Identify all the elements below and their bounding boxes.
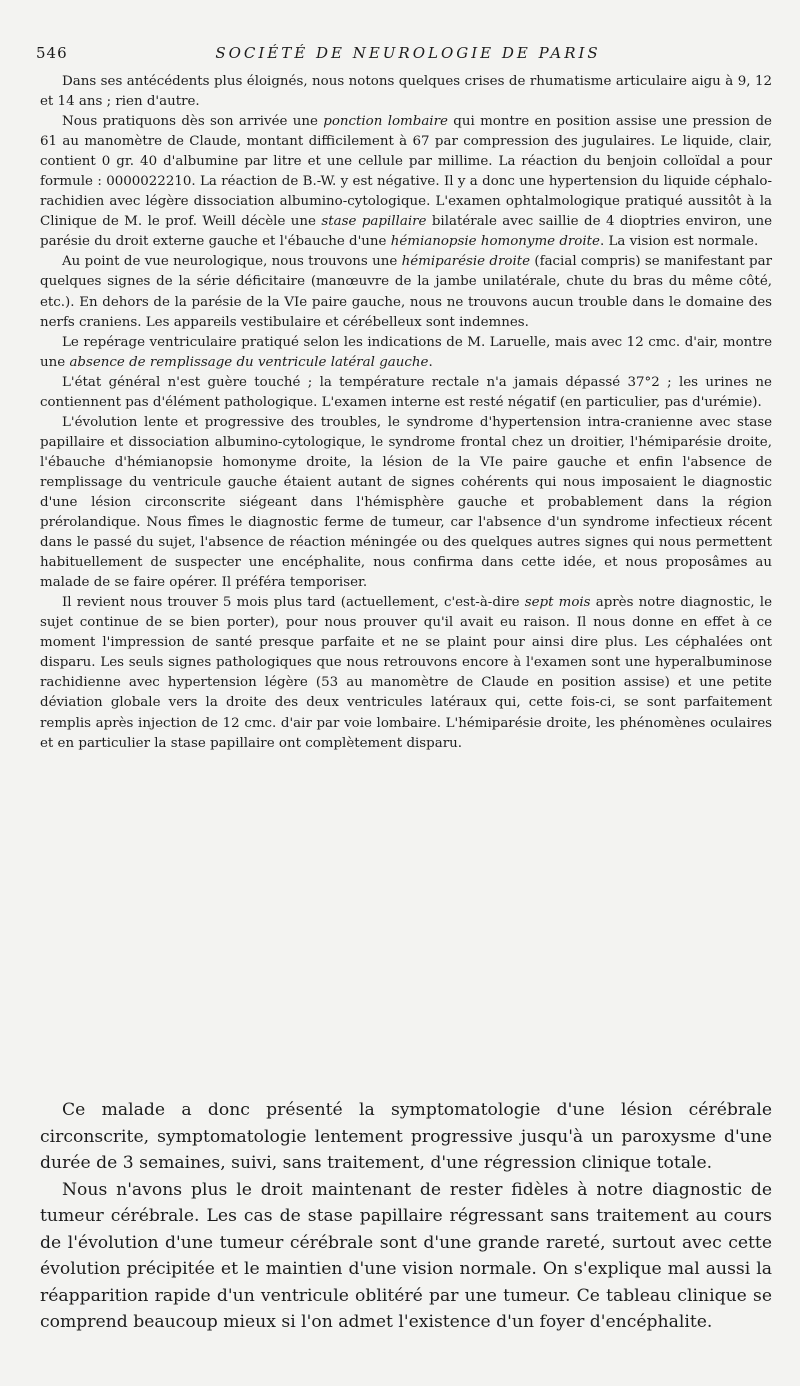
text-run: après notre diagnostic, le sujet continue de se bien porter), pour nous prouver qu'il avait eu raison. Il nous donne en effet à ce moment l'impression de santé presque parfaite et ne se plaint pour ainsi dire plus. Les céphalées ont disparu. Les seuls signes pathologiques que nous retrouvons encore à l'examen sont une hyperalbuminose rachidienne avec hypertension légère (53 au manomètre de Claude en position assise) et une petite déviation globale vers la droite des deux ventricules latéraux qui, cette fois-ci, se sont parfaitement remplis après injection de 12 cmc. d'air par voie lombaire. L'hémiparésie droite, les phénomènes oculaires et en particulier la stase papillaire ont complètement disparu. bbox=[40, 595, 772, 751]
text-run: Nous n'avons plus le droit maintenant de rester fidèles à notre diagnostic de tumeur cérébrale. Les cas de stase papillaire régressant sans traitement au cours de l'évolution d'une tumeur cérébrale sont d'une grande rareté, surtout avec cette évolution précipitée et le maintien d'une vision normale. On s'explique mal aussi la réapparition rapide d'un ventricule oblitéré par une tumeur. Ce tableau clinique se comprend beaucoup mieux si l'on admet l'existence d'un foyer d'encéphalite. bbox=[40, 1179, 772, 1332]
paragraph bbox=[40, 413, 772, 593]
text-run: (facial compris) se manifestant par quelques signes de la série déficitaire (manœuvre de la jambe unilatérale, chute du bras du même côté, etc.). En dehors de la parésie de la VIe paire gauche, nous ne trouvons aucun trouble dans le domaine des nerfs craniens. Les appareils vestibulaire et cérébelleux sont indemnes. bbox=[40, 254, 772, 330]
text-run: Dans ses antécédents plus éloignés, nous notons quelques crises de rhumatisme articulaire aigu à 9, 12 et 14 ans ; rien d'autre. bbox=[40, 74, 772, 110]
running-head bbox=[36, 44, 780, 66]
paragraph bbox=[40, 373, 772, 413]
italic-text: hémiparésie droite bbox=[401, 254, 531, 270]
paragraph bbox=[40, 593, 772, 753]
italic-text: stase papillaire bbox=[321, 214, 427, 230]
discussion-body bbox=[40, 1097, 772, 1336]
paragraph bbox=[40, 112, 772, 252]
text-run: Le repérage ventriculaire pratiqué selon les indications de M. Laruelle, mais avec 12 cmc. d'air, montre une bbox=[40, 334, 772, 370]
text-run: qui montre en position assise une pression de 61 au manomètre de Claude, montant difficilement à 67 par compression des jugulaires. Le liquide, clair, contient 0 gr. 40 d'albumine par litre et une cellule par millime. La réaction du benjoin colloïdal a pour formule : 0000022210. La réaction de B.-W. y est négative. Il y a donc une hypertension du liquide céphalo-rachidien avec légère dissociation albumino-cytologique. L'examen ophtalmologique pratiqué aussitôt à la Clinique de M. le prof. Weill décèle une bbox=[40, 114, 772, 230]
italic-text: ponction lombaire bbox=[323, 114, 448, 130]
text-run: bilatérale avec saillie de 4 dioptries environ, une parésie du droit externe gauche et l'ébauche d'une bbox=[40, 214, 772, 250]
italic-text: hémianopsie homonyme droite bbox=[390, 234, 600, 250]
paragraph bbox=[40, 72, 772, 112]
paragraph bbox=[40, 1097, 772, 1177]
paragraph bbox=[40, 252, 772, 332]
text-run: Nous pratiquons dès son arrivée une bbox=[62, 114, 324, 130]
italic-text: absence de remplissage du ventricule latéral gauche bbox=[69, 354, 429, 370]
text-run: Il revient nous trouver 5 mois plus tard (actuellement, c'est-à-dire bbox=[62, 595, 525, 611]
text-run: Ce malade a donc présenté la symptomatologie d'une lésion cérébrale circonscrite, symptomatologie lentement progressive jusqu'à un paroxysme d'une durée de 3 semaines, suivi, sans traitement, d'une régression clinique totale. bbox=[40, 1100, 772, 1173]
italic-text: sept mois bbox=[524, 595, 591, 611]
paragraph bbox=[40, 333, 772, 373]
text-run: . bbox=[428, 354, 433, 370]
paragraph bbox=[40, 1177, 772, 1336]
case-report-body bbox=[40, 72, 772, 754]
journal-title: SOCIÉTÉ DE NEUROLOGIE DE PARIS bbox=[215, 44, 601, 62]
text-run: . La vision est normale. bbox=[599, 234, 759, 250]
text-run: L'état général n'est guère touché ; la température rectale n'a jamais dépassé 37°2 ; les urines ne contiennent pas d'élément pathologique. L'examen interne est resté négatif (en particulier, pas d'urémie). bbox=[40, 374, 772, 410]
page-number: 546 bbox=[36, 44, 68, 62]
text-run: L'évolution lente et progressive des troubles, le syndrome d'hypertension intra-cranienne avec stase papillaire et dissociation albumino-cytologique, le syndrome frontal chez un droitier, l'hémiparésie droite, l'ébauche d'hémianopsie homonyme droite, la lésion de la VIe paire gauche et enfin l'absence de remplissage du ventricule gauche étaient autant de signes cohérents qui nous imposaient le diagnostic d'une lésion circonscrite siégeant dans l'hémisphère gauche et probablement dans la région prérolandique. Nous fîmes le diagnostic ferme de tumeur, car l'absence d'un syndrome infectieux récent dans le passé du sujet, l'absence de réaction méningée ou des quelques autres signes qui nous permettent habituellement de suspecter une encéphalite, nous confirma dans cette idée, et nous proposâmes au malade de se faire opérer. Il préféra temporiser. bbox=[40, 414, 772, 591]
text-run: Au point de vue neurologique, nous trouvons une bbox=[62, 254, 402, 270]
